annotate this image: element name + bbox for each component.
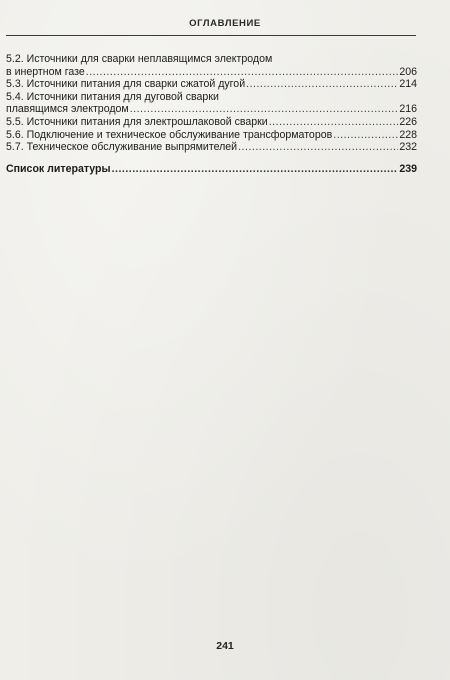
- dot-leader: [112, 163, 399, 176]
- toc-entry-5-5: [6, 116, 417, 129]
- toc-page-number: 232: [399, 141, 417, 154]
- toc-entry-last-line: [6, 78, 417, 91]
- table-of-contents: [6, 53, 417, 175]
- toc-entry-text: 5.5. Источники питания для электрошлаковой сварки: [6, 115, 268, 128]
- toc-entry-last-line: [6, 103, 417, 116]
- toc-entry-text: 5.3. Источники питания для сварки сжатой дугой: [6, 78, 246, 91]
- toc-entry-text: 5.6. Подключение и техническое обслуживание трансформаторов: [6, 128, 333, 141]
- toc-page-number: 214: [399, 78, 417, 91]
- dot-leader: [86, 66, 399, 79]
- toc-entry-text: Список литературы: [6, 162, 111, 175]
- page-number-footer: 241: [216, 640, 234, 652]
- toc-entry-5-7: [6, 141, 417, 154]
- toc-entry-text: в инертном газе: [6, 65, 85, 78]
- header-rule: [6, 35, 416, 36]
- toc-page-number: 226: [399, 115, 417, 128]
- toc-page-number: 239: [399, 162, 417, 175]
- toc-page-number: 206: [399, 65, 417, 78]
- toc-entry-last-line: [6, 66, 417, 79]
- toc-page-number: 228: [399, 128, 417, 141]
- dot-leader: [130, 103, 399, 116]
- toc-entry-last-line: [6, 116, 417, 129]
- toc-entry-5-2: [6, 53, 417, 78]
- toc-entry-bibliography: [6, 163, 417, 176]
- dot-leader: [238, 141, 398, 154]
- toc-entry-text: 5.2. Источники для сварки неплавящимся электродом: [6, 53, 273, 65]
- toc-entry-5-4: [6, 91, 417, 116]
- toc-entry-text: 5.7. Техническое обслуживание выпрямителей: [6, 141, 238, 154]
- toc-entry-5-6: [6, 129, 417, 142]
- toc-entry-last-line: [6, 129, 417, 142]
- toc-page-number: 216: [399, 103, 417, 116]
- dot-leader: [246, 78, 398, 91]
- toc-entry-5-3: [6, 78, 417, 91]
- toc-entry-text: 5.4. Источники питания для дуговой сварки: [6, 90, 219, 103]
- toc-entry-last-line: [6, 141, 417, 154]
- dot-leader: [333, 129, 398, 142]
- toc-entry-text: плавящимся электродом: [6, 103, 129, 116]
- toc-entry-last-line: [6, 163, 417, 176]
- running-head: ОГЛАВЛЕНИЕ: [189, 18, 261, 29]
- dot-leader: [269, 116, 399, 129]
